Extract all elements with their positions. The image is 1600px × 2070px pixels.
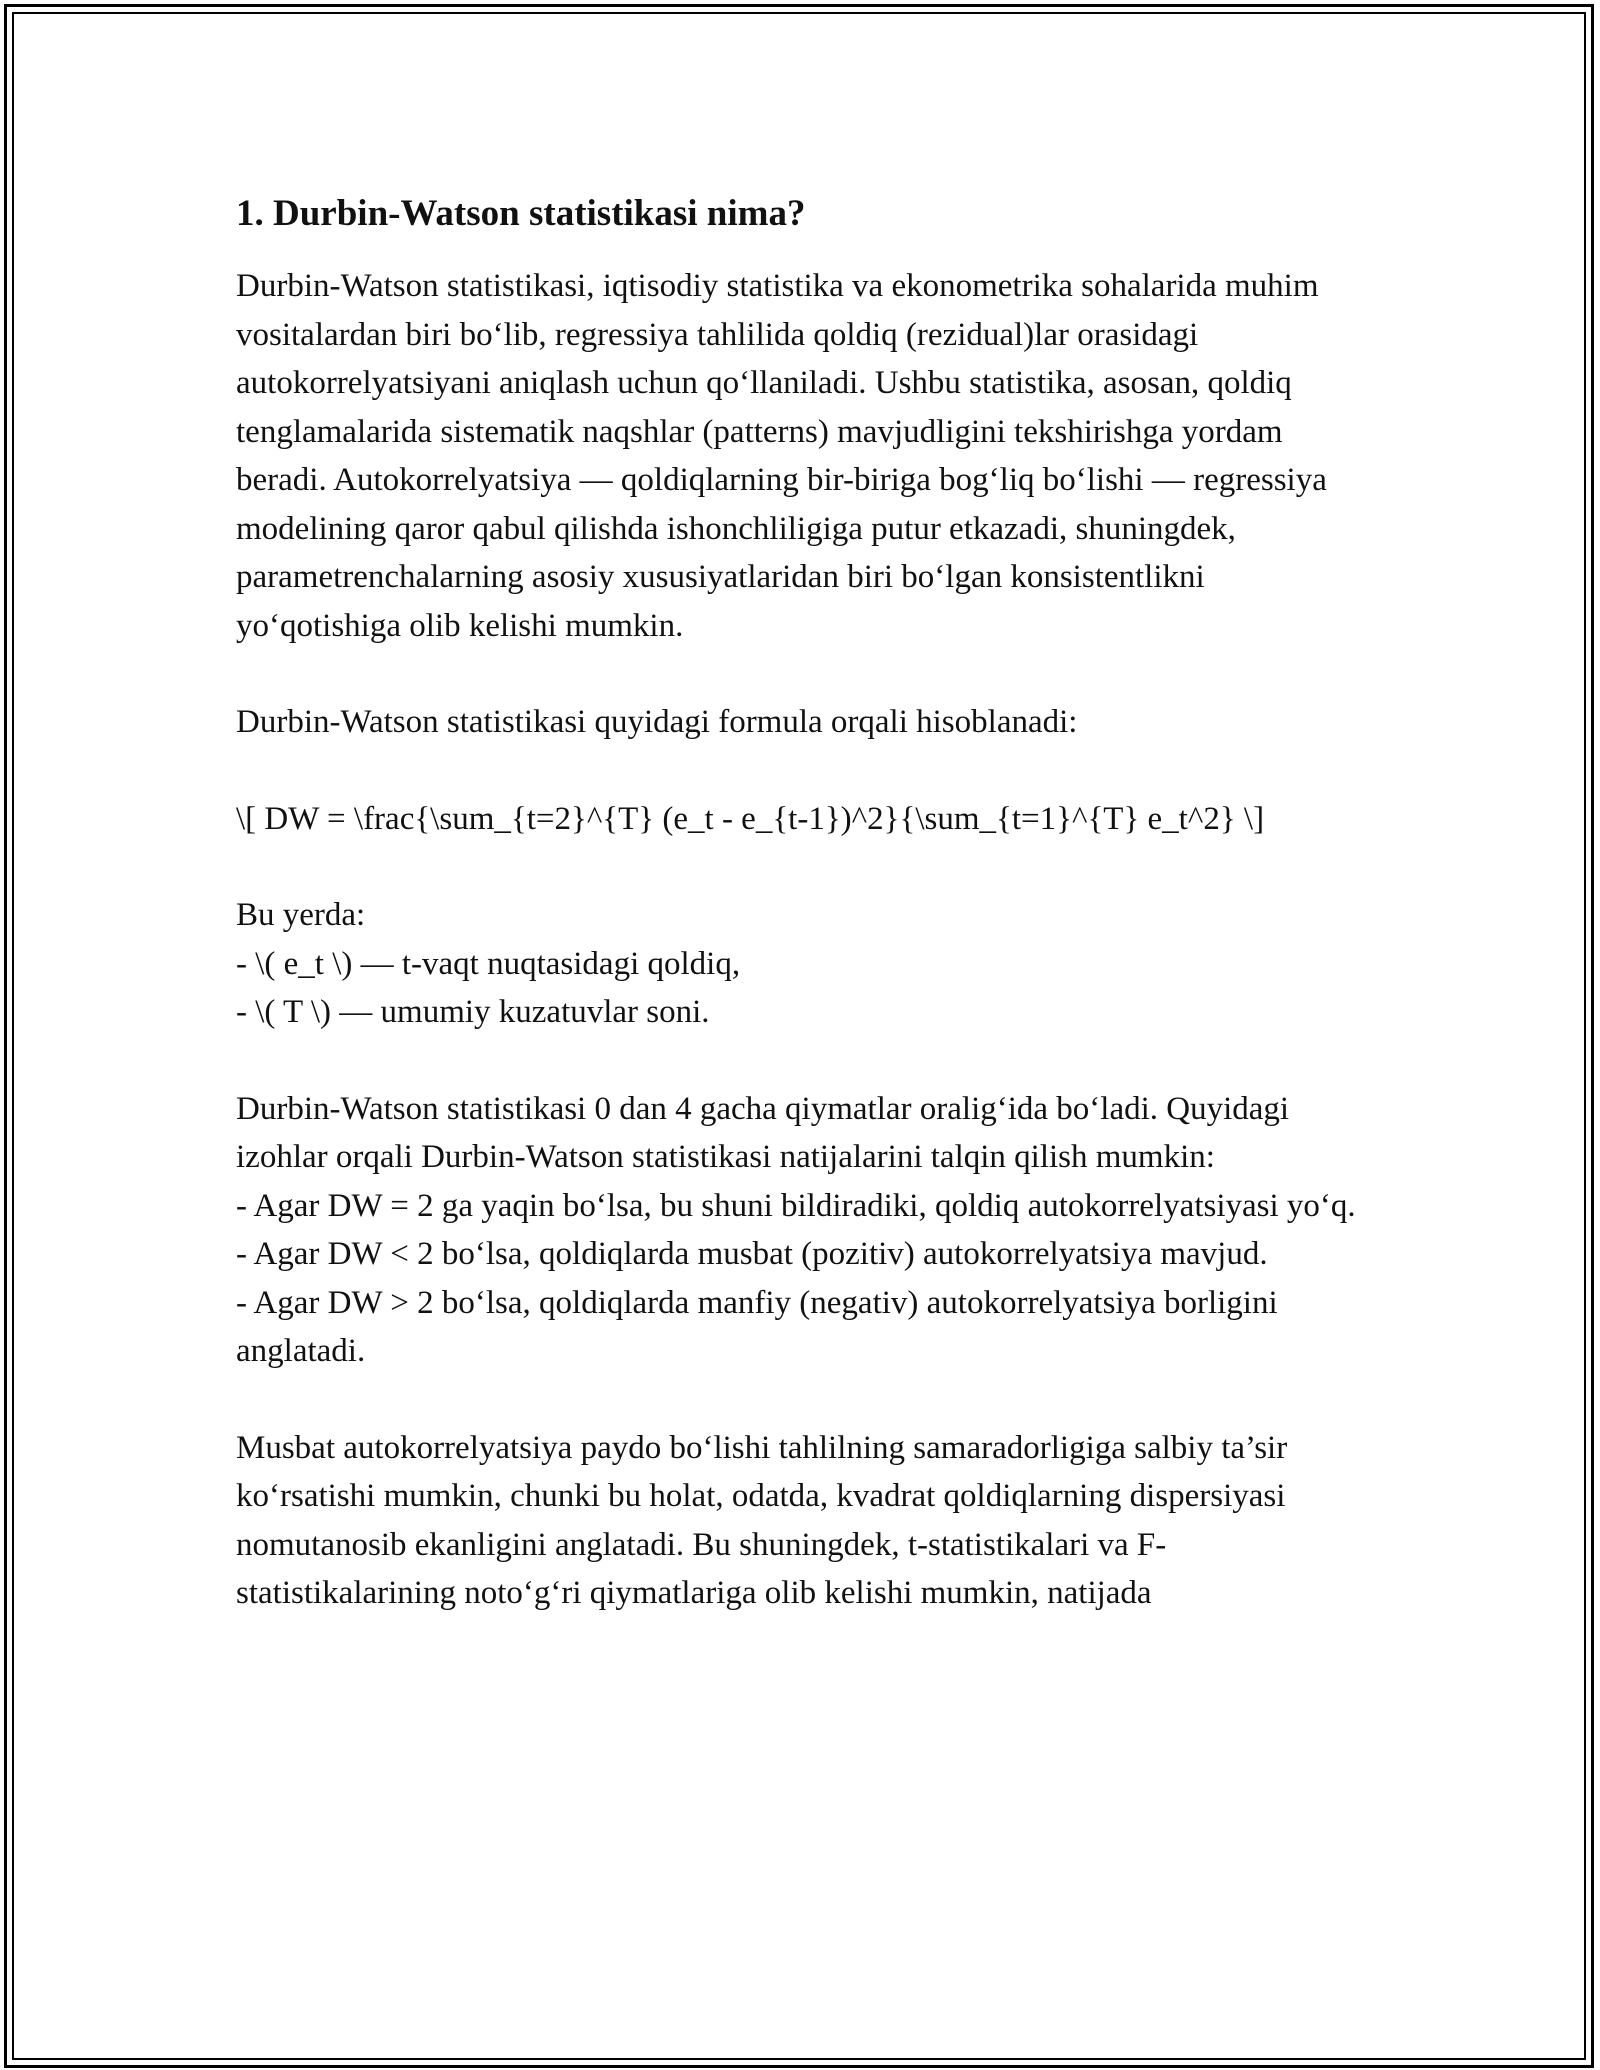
interpretation-intro: Durbin-Watson statistikasi 0 dan 4 gacha qiymatlar oralig‘ida bo‘ladi. Quyidagi izohlar orqali Durbin-Watson statistikasi natijalarini talqin qilish mumkin: — [236, 1090, 1290, 1175]
interpretation-block — [236, 1085, 1376, 1376]
document-body — [236, 186, 1376, 1666]
where-intro: Bu yerda: — [236, 897, 366, 933]
closing-paragraph: Musbat autokorrelyatsiya paydo bo‘lishi tahlilning samaradorligiga salbiy ta’sir ko‘rsatishi mumkin, chunki bu holat, odatda, kvadrat qoldiqlarning dispersiyasi nomutanosib ekanligini anglatadi. Bu shuningdek, t-statistikalari va F-statistikalarining noto‘g‘ri qiymatlariga olib kelishi mumkin, natijada — [236, 1429, 1288, 1611]
formula-text: \[ DW = \frac{\sum_{t=2}^{T} (e_t - e_{t-1})^2}{\sum_{t=1}^{T} e_t^2} \] — [236, 800, 1265, 837]
intro-paragraph: Durbin-Watson statistikasi, iqtisodiy statistika va ekonometrika sohalarida muhim vositalardan biri bo‘lib, regressiya tahlilida qoldiq (rezidual)lar orasidagi autokorrelyatsiyani aniqlash uchun qo‘llaniladi. Ushbu statistika, asosan, qoldiq tenglamalarida sistematik naqshlar (patterns) mavjudligini tekshirishga yordam beradi. Autokorrelyatsiya — qoldiqlarning bir-biriga bog‘liq bo‘lishi — regressiya modelining qaror qabul qilishda ishonchliligiga putur etkazadi, shuningdek, parametrenchalarning asosiy xususiyatlaridan biri bo‘lgan konsistentlikni yo‘qotishiga olib kelishi mumkin. — [236, 268, 1327, 644]
where-block — [236, 891, 1376, 1037]
where-item-et: - \( e_t \) — t-vaqt nuqtasidagi qoldiq, — [236, 945, 741, 982]
interpretation-item-greater: - Agar DW > 2 bo‘lsa, qoldiqlarda manfiy (negativ) autokorrelyatsiya borligini anglatadi. — [236, 1284, 1278, 1369]
formula-intro-paragraph: Durbin-Watson statistikasi quyidagi formula orqali hisoblanadi: — [236, 704, 1078, 740]
interpretation-item-equal: - Agar DW = 2 ga yaqin bo‘lsa, bu shuni bildiradiki, qoldiq autokorrelyatsiyasi yo‘q. — [236, 1187, 1356, 1224]
where-item-t: - \( T \) — umumiy kuzatuvlar soni. — [236, 994, 710, 1030]
interpretation-item-less: - Agar DW < 2 bo‘lsa, qoldiqlarda musbat (pozitiv) autokorrelyatsiya mavjud. — [236, 1236, 1268, 1272]
section-heading: 1. Durbin-Watson statistikasi nima? — [236, 193, 806, 234]
